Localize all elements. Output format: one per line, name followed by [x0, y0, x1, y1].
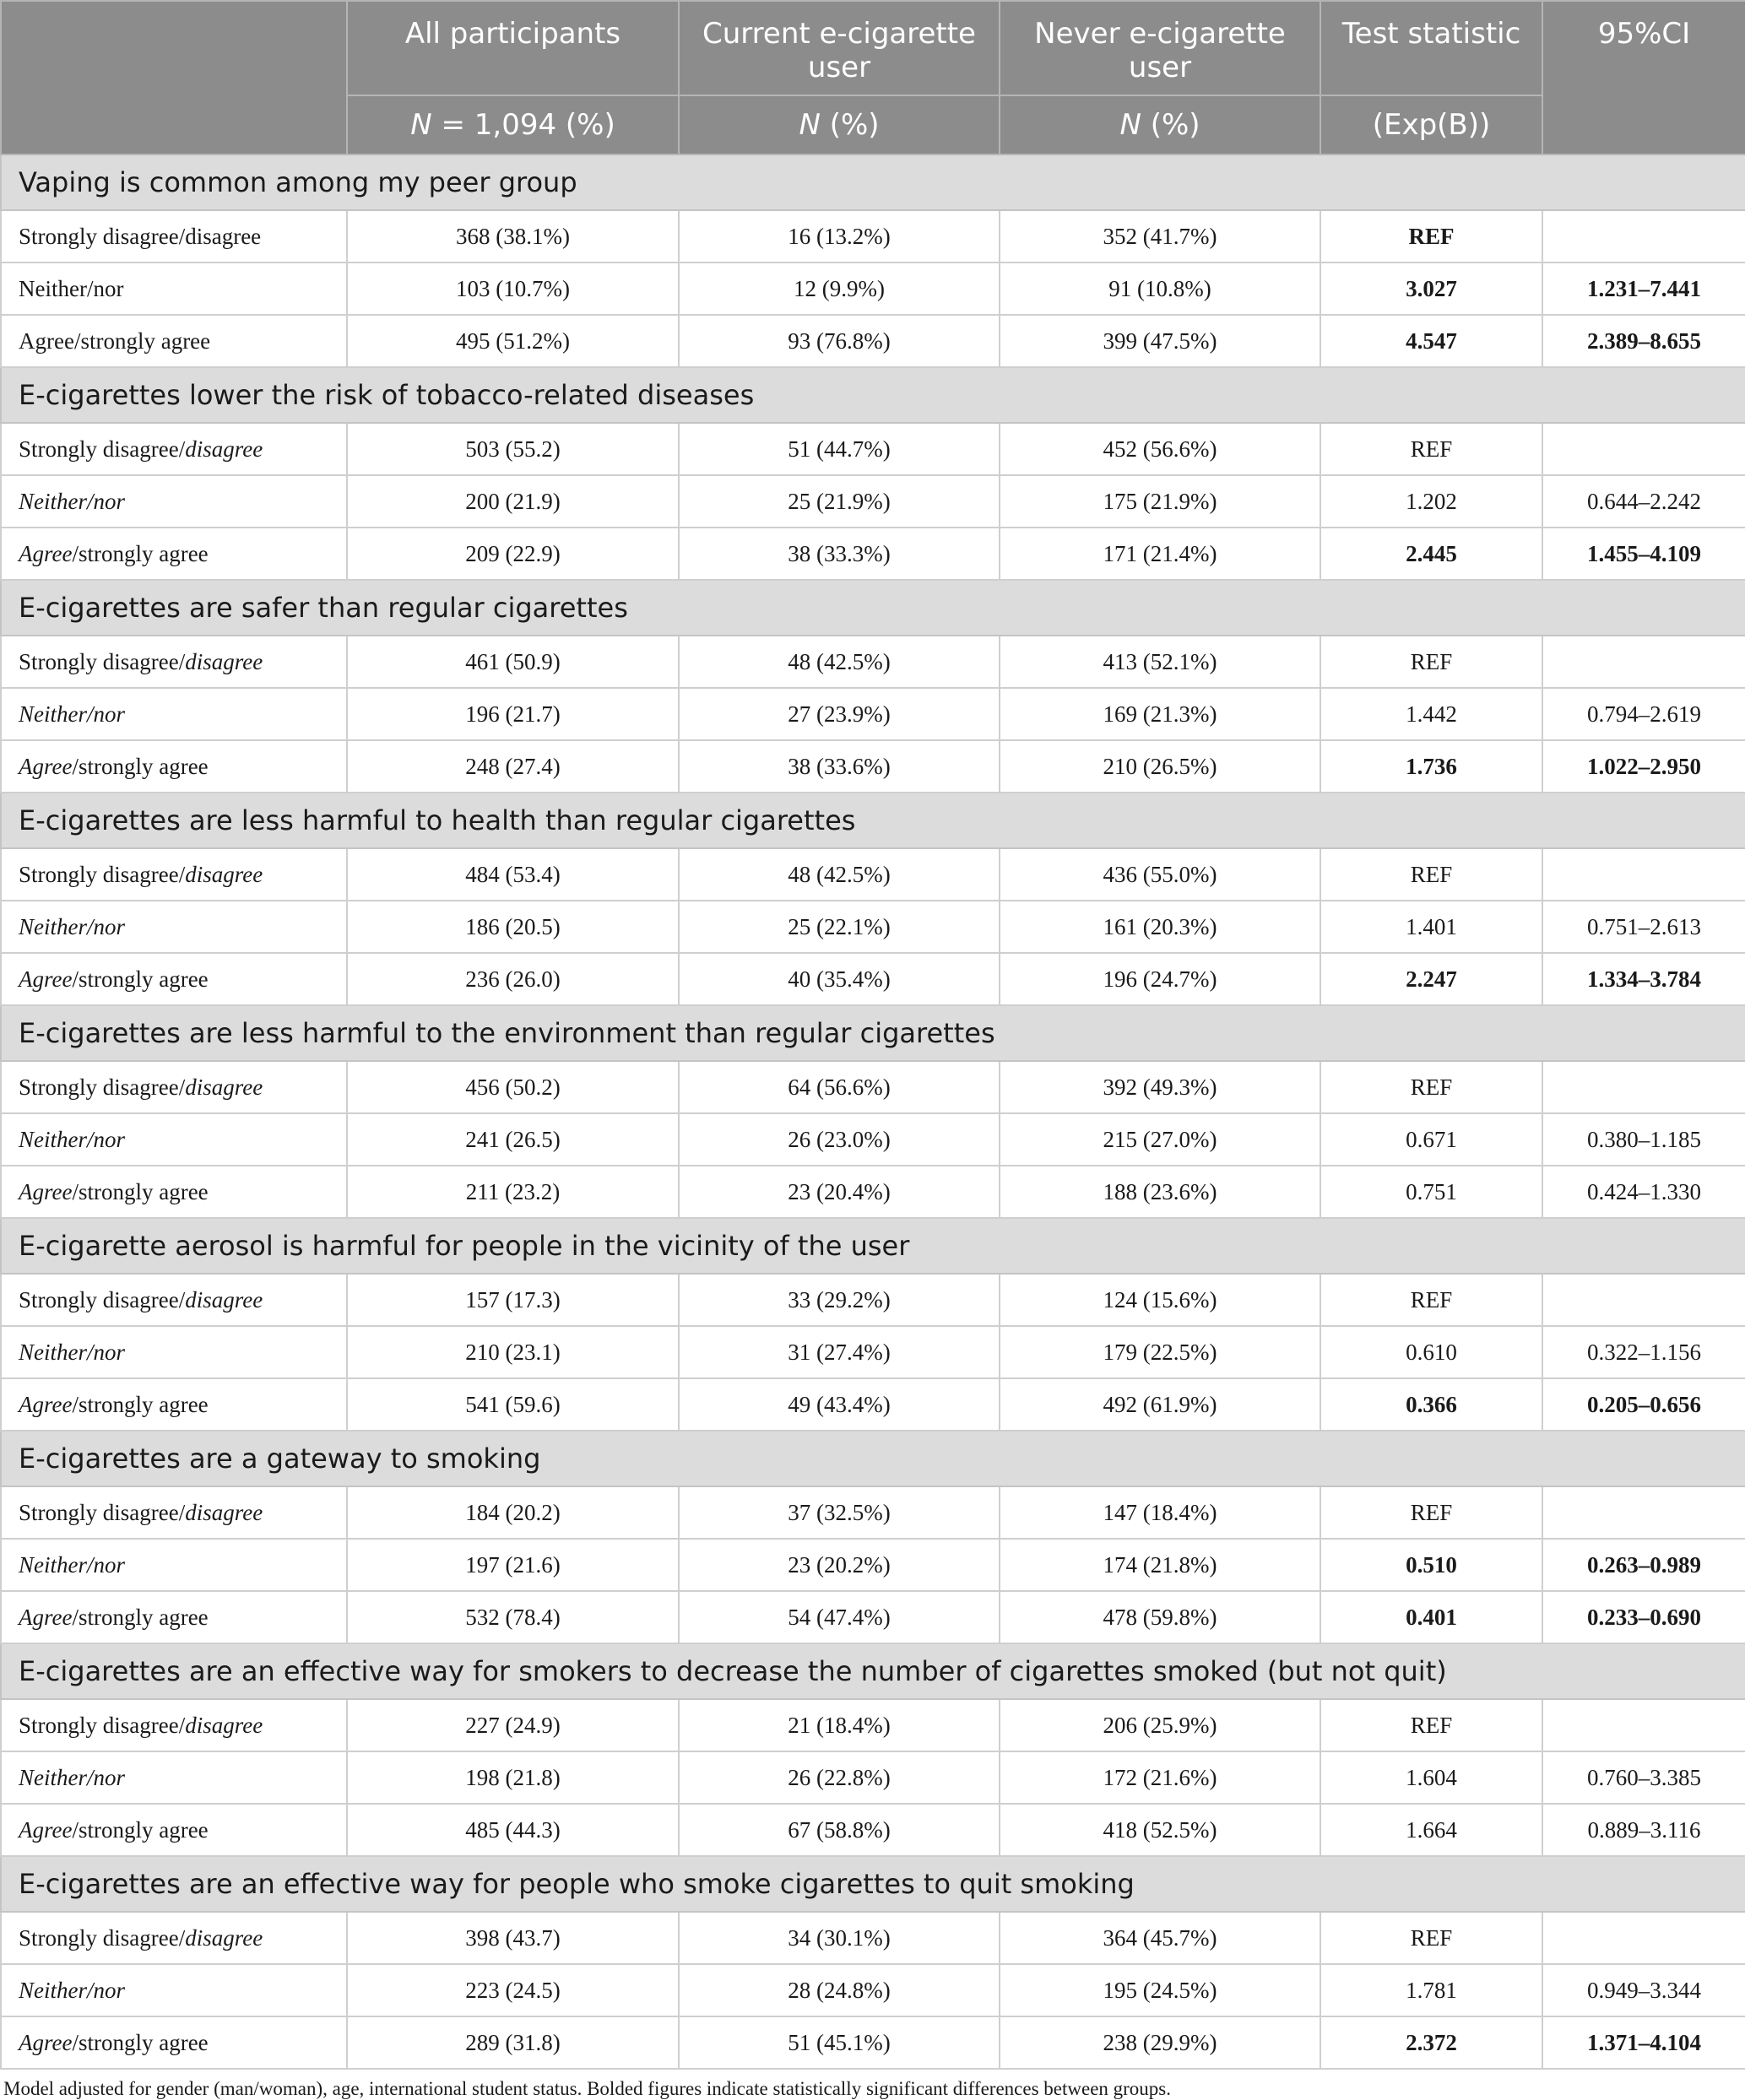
cell-ci [1542, 848, 1745, 901]
response-label [1, 262, 347, 315]
response-label [1, 1539, 347, 1591]
response-label-part: /strongly agree [72, 540, 209, 566]
section-row [1, 580, 1745, 636]
response-label-part: Agree/strongly agree [19, 327, 211, 354]
cell-current-user: 48 (42.5%) [679, 848, 1000, 901]
response-label-part: Neither/nor [19, 1126, 125, 1152]
cell-test-statistic: 1.442 [1320, 688, 1542, 740]
table-row [1, 740, 1745, 793]
cell-test-statistic: 1.202 [1320, 475, 1542, 528]
table-row [1, 1591, 1745, 1643]
cell-test-statistic: 2.445 [1320, 528, 1542, 580]
section-title: E-cigarettes are less harmful to the environment than regular cigarettes [1, 1005, 1745, 1061]
header-never-user: Never e-cigarette user [1000, 1, 1320, 95]
cell-never-user: 124 (15.6%) [1000, 1274, 1320, 1326]
section-row [1, 1643, 1745, 1699]
cell-current-user: 38 (33.6%) [679, 740, 1000, 793]
response-label-part: disagree [185, 1286, 263, 1312]
cell-test-statistic: REF [1320, 1699, 1542, 1751]
table-row [1, 1912, 1745, 1964]
cell-all-participants: 532 (78.4) [347, 1591, 679, 1643]
cell-all-participants: 196 (21.7) [347, 688, 679, 740]
table-row [1, 688, 1745, 740]
response-label [1, 636, 347, 688]
cell-never-user: 413 (52.1%) [1000, 636, 1320, 688]
table-body [1, 154, 1745, 2069]
table-row [1, 848, 1745, 901]
cell-all-participants: 211 (23.2) [347, 1166, 679, 1218]
response-label-part: Agree [19, 966, 73, 992]
response-label-part: disagree [185, 1499, 263, 1525]
cell-ci [1542, 1061, 1745, 1113]
cell-current-user: 54 (47.4%) [679, 1591, 1000, 1643]
section-row [1, 154, 1745, 210]
cell-ci: 0.751–2.613 [1542, 901, 1745, 953]
response-label [1, 210, 347, 262]
cell-ci [1542, 1274, 1745, 1326]
header-current-user: Current e-cigarette user [679, 1, 1000, 95]
cell-never-user: 206 (25.9%) [1000, 1699, 1320, 1751]
cell-never-user: 175 (21.9%) [1000, 475, 1320, 528]
cell-test-statistic: REF [1320, 848, 1542, 901]
cell-never-user: 172 (21.6%) [1000, 1751, 1320, 1804]
cell-all-participants: 198 (21.8) [347, 1751, 679, 1804]
cell-test-statistic: 1.401 [1320, 901, 1542, 953]
cell-current-user: 27 (23.9%) [679, 688, 1000, 740]
response-label [1, 1804, 347, 1856]
response-label [1, 1699, 347, 1751]
header-n-symbol: N [799, 108, 821, 142]
cell-never-user: 161 (20.3%) [1000, 901, 1320, 953]
header-n-symbol: N [410, 108, 432, 142]
cell-all-participants: 495 (51.2%) [347, 315, 679, 367]
section-title: E-cigarettes are an effective way for people who smoke cigarettes to quit smoking [1, 1856, 1745, 1912]
response-label-part: /strongly agree [72, 1391, 209, 1417]
response-label-part: Strongly disagree/ [19, 648, 186, 674]
section-row [1, 367, 1745, 423]
response-label-part: /strongly agree [72, 1816, 209, 1843]
cell-ci [1542, 1912, 1745, 1964]
cell-ci: 0.233–0.690 [1542, 1591, 1745, 1643]
cell-all-participants: 456 (50.2) [347, 1061, 679, 1113]
cell-ci [1542, 423, 1745, 475]
response-label [1, 901, 347, 953]
cell-test-statistic: 0.751 [1320, 1166, 1542, 1218]
section-title: E-cigarettes lower the risk of tobacco-related diseases [1, 367, 1745, 423]
cell-current-user: 25 (21.9%) [679, 475, 1000, 528]
cell-all-participants: 541 (59.6) [347, 1378, 679, 1431]
section-title: E-cigarettes are less harmful to health than regular cigarettes [1, 793, 1745, 848]
table-row [1, 475, 1745, 528]
table-row [1, 636, 1745, 688]
cell-test-statistic: REF [1320, 636, 1542, 688]
cell-test-statistic: 0.401 [1320, 1591, 1542, 1643]
cell-never-user: 195 (24.5%) [1000, 1964, 1320, 2016]
cell-current-user: 37 (32.5%) [679, 1486, 1000, 1539]
footnote: Model adjusted for gender (man/woman), age, international student status. Bolded figures indicate statistically significant differences between groups. [3, 2078, 1172, 2099]
response-label-part: disagree [185, 861, 263, 887]
table-row [1, 1166, 1745, 1218]
table-row [1, 1274, 1745, 1326]
response-label-part: Strongly disagree/ [19, 1074, 186, 1100]
table-row [1, 528, 1745, 580]
cell-current-user: 23 (20.2%) [679, 1539, 1000, 1591]
response-label-part: Strongly disagree/ [19, 1286, 186, 1312]
cell-current-user: 48 (42.5%) [679, 636, 1000, 688]
response-label [1, 1113, 347, 1166]
response-label-part: /strongly agree [72, 966, 209, 992]
cell-never-user: 392 (49.3%) [1000, 1061, 1320, 1113]
cell-test-statistic: REF [1320, 1912, 1542, 1964]
response-label-part: Neither/nor [19, 1977, 125, 2003]
response-label [1, 688, 347, 740]
cell-test-statistic: 0.610 [1320, 1326, 1542, 1378]
cell-test-statistic: 4.547 [1320, 315, 1542, 367]
cell-never-user: 91 (10.8%) [1000, 262, 1320, 315]
header-blank-cell [1, 1, 347, 154]
response-label-part: Strongly disagree/disagree [19, 223, 262, 249]
table-row [1, 1486, 1745, 1539]
cell-test-statistic: 0.510 [1320, 1539, 1542, 1591]
cell-all-participants: 103 (10.7%) [347, 262, 679, 315]
cell-all-participants: 210 (23.1) [347, 1326, 679, 1378]
cell-current-user: 51 (45.1%) [679, 2016, 1000, 2069]
table-row [1, 1061, 1745, 1113]
response-label-part: Agree [19, 540, 73, 566]
table-row [1, 2016, 1745, 2069]
section-title: Vaping is common among my peer group [1, 154, 1745, 210]
cell-test-statistic: REF [1320, 1061, 1542, 1113]
cell-never-user: 478 (59.8%) [1000, 1591, 1320, 1643]
cell-all-participants: 186 (20.5) [347, 901, 679, 953]
cell-test-statistic: 2.247 [1320, 953, 1542, 1005]
response-label [1, 1591, 347, 1643]
response-label-part: disagree [185, 436, 263, 462]
response-label [1, 1912, 347, 1964]
response-label-part: Agree [19, 1178, 73, 1204]
cell-ci: 0.794–2.619 [1542, 688, 1745, 740]
response-label-part: Neither/nor [19, 1764, 125, 1790]
cell-ci: 0.949–3.344 [1542, 1964, 1745, 2016]
response-label-part: /strongly agree [72, 2029, 209, 2055]
cell-never-user: 169 (21.3%) [1000, 688, 1320, 740]
response-label [1, 423, 347, 475]
response-label-part: Neither/nor [19, 701, 125, 727]
cell-ci: 0.760–3.385 [1542, 1751, 1745, 1804]
response-label-part: disagree [185, 648, 263, 674]
cell-all-participants: 236 (26.0) [347, 953, 679, 1005]
cell-never-user: 215 (27.0%) [1000, 1113, 1320, 1166]
cell-current-user: 67 (58.8%) [679, 1804, 1000, 1856]
response-label-part: Agree [19, 2029, 73, 2055]
table-row [1, 1751, 1745, 1804]
response-label [1, 1964, 347, 2016]
table-row [1, 1378, 1745, 1431]
cell-current-user: 12 (9.9%) [679, 262, 1000, 315]
cell-never-user: 171 (21.4%) [1000, 528, 1320, 580]
cell-ci: 0.263–0.989 [1542, 1539, 1745, 1591]
cell-test-statistic: 1.736 [1320, 740, 1542, 793]
cell-test-statistic: 0.671 [1320, 1113, 1542, 1166]
response-label-part: Agree [19, 1816, 73, 1843]
cell-never-user: 492 (61.9%) [1000, 1378, 1320, 1431]
cell-ci: 0.889–3.116 [1542, 1804, 1745, 1856]
response-label [1, 1486, 347, 1539]
cell-ci: 1.334–3.784 [1542, 953, 1745, 1005]
response-label [1, 740, 347, 793]
table-row [1, 423, 1745, 475]
header-all-participants: All participants [347, 1, 679, 95]
cell-current-user: 51 (44.7%) [679, 423, 1000, 475]
response-label-part: Neither/nor [19, 275, 124, 301]
table-row [1, 1113, 1745, 1166]
cell-never-user: 188 (23.6%) [1000, 1166, 1320, 1218]
section-row [1, 1431, 1745, 1486]
cell-test-statistic: 3.027 [1320, 262, 1542, 315]
cell-current-user: 21 (18.4%) [679, 1699, 1000, 1751]
response-label-part: Neither/nor [19, 913, 125, 939]
cell-all-participants: 200 (21.9) [347, 475, 679, 528]
cell-ci: 0.322–1.156 [1542, 1326, 1745, 1378]
section-row [1, 1005, 1745, 1061]
section-row [1, 1856, 1745, 1912]
section-row [1, 793, 1745, 848]
cell-test-statistic: REF [1320, 210, 1542, 262]
response-label-part: disagree [185, 1712, 263, 1738]
response-label [1, 1274, 347, 1326]
header-n-symbol: N [1119, 108, 1141, 142]
cell-ci: 1.455–4.109 [1542, 528, 1745, 580]
cell-never-user: 418 (52.5%) [1000, 1804, 1320, 1856]
cell-test-statistic: REF [1320, 1274, 1542, 1326]
response-label [1, 1166, 347, 1218]
response-label [1, 475, 347, 528]
cell-current-user: 28 (24.8%) [679, 1964, 1000, 2016]
response-label-part: Neither/nor [19, 1551, 125, 1578]
cell-ci [1542, 1486, 1745, 1539]
table-row [1, 953, 1745, 1005]
table-row [1, 315, 1745, 367]
cell-all-participants: 289 (31.8) [347, 2016, 679, 2069]
response-label-part: Agree [19, 753, 73, 779]
cell-test-statistic: 1.604 [1320, 1751, 1542, 1804]
response-label-part: Neither/nor [19, 1339, 125, 1365]
response-label-part: Neither/nor [19, 488, 125, 514]
cell-current-user: 31 (27.4%) [679, 1326, 1000, 1378]
cell-ci: 1.371–4.104 [1542, 2016, 1745, 2069]
response-label [1, 528, 347, 580]
response-label-part: /strongly agree [72, 1604, 209, 1630]
table-row [1, 901, 1745, 953]
cell-ci: 1.022–2.950 [1542, 740, 1745, 793]
response-label [1, 1061, 347, 1113]
cell-ci [1542, 210, 1745, 262]
cell-all-participants: 461 (50.9) [347, 636, 679, 688]
cell-current-user: 40 (35.4%) [679, 953, 1000, 1005]
cell-all-participants: 223 (24.5) [347, 1964, 679, 2016]
cell-test-statistic: 1.664 [1320, 1804, 1542, 1856]
response-label [1, 1378, 347, 1431]
response-label-part: Agree [19, 1391, 73, 1417]
cell-never-user: 147 (18.4%) [1000, 1486, 1320, 1539]
section-row [1, 1218, 1745, 1274]
response-label-part: disagree [185, 1924, 263, 1951]
table-row [1, 1539, 1745, 1591]
header-exp-b: (Exp(B)) [1320, 95, 1542, 154]
cell-all-participants: 368 (38.1%) [347, 210, 679, 262]
header-test-statistic: Test statistic [1320, 1, 1542, 95]
header-n-text: = 1,094 (%) [431, 108, 615, 142]
cell-ci [1542, 1699, 1745, 1751]
cell-ci: 0.380–1.185 [1542, 1113, 1745, 1166]
cell-all-participants: 241 (26.5) [347, 1113, 679, 1166]
cell-test-statistic: REF [1320, 423, 1542, 475]
cell-current-user: 23 (20.4%) [679, 1166, 1000, 1218]
cell-test-statistic: 1.781 [1320, 1964, 1542, 2016]
cell-all-participants: 157 (17.3) [347, 1274, 679, 1326]
response-label [1, 2016, 347, 2069]
cell-ci: 0.424–1.330 [1542, 1166, 1745, 1218]
cell-all-participants: 484 (53.4) [347, 848, 679, 901]
cell-test-statistic: REF [1320, 1486, 1542, 1539]
header-n-text: (%) [1141, 108, 1200, 142]
cell-ci [1542, 636, 1745, 688]
header-all-participants-n [347, 95, 679, 154]
table-row [1, 262, 1745, 315]
cell-current-user: 33 (29.2%) [679, 1274, 1000, 1326]
section-title: E-cigarettes are an effective way for smokers to decrease the number of cigarettes smoked (but not quit) [1, 1643, 1745, 1699]
cell-never-user: 452 (56.6%) [1000, 423, 1320, 475]
cell-never-user: 174 (21.8%) [1000, 1539, 1320, 1591]
header-current-user-n [679, 95, 1000, 154]
response-label-part: Agree [19, 1604, 73, 1630]
response-label-part: Strongly disagree/ [19, 1712, 186, 1738]
response-label [1, 1751, 347, 1804]
cell-ci: 0.205–0.656 [1542, 1378, 1745, 1431]
cell-ci: 1.231–7.441 [1542, 262, 1745, 315]
header-never-user-n [1000, 95, 1320, 154]
cell-current-user: 26 (23.0%) [679, 1113, 1000, 1166]
cell-all-participants: 503 (55.2) [347, 423, 679, 475]
cell-never-user: 179 (22.5%) [1000, 1326, 1320, 1378]
table-row [1, 1964, 1745, 2016]
response-label-part: /strongly agree [72, 753, 209, 779]
cell-test-statistic: 0.366 [1320, 1378, 1542, 1431]
cell-never-user: 364 (45.7%) [1000, 1912, 1320, 1964]
cell-all-participants: 485 (44.3) [347, 1804, 679, 1856]
cell-all-participants: 248 (27.4) [347, 740, 679, 793]
response-label-part: Strongly disagree/ [19, 436, 186, 462]
cell-all-participants: 184 (20.2) [347, 1486, 679, 1539]
cell-all-participants: 398 (43.7) [347, 1912, 679, 1964]
cell-never-user: 436 (55.0%) [1000, 848, 1320, 901]
table-row [1, 210, 1745, 262]
cell-never-user: 210 (26.5%) [1000, 740, 1320, 793]
cell-never-user: 352 (41.7%) [1000, 210, 1320, 262]
header-n-text: (%) [820, 108, 880, 142]
cell-never-user: 399 (47.5%) [1000, 315, 1320, 367]
response-label-part: /strongly agree [72, 1178, 209, 1204]
cell-current-user: 93 (76.8%) [679, 315, 1000, 367]
cell-test-statistic: 2.372 [1320, 2016, 1542, 2069]
header-ci: 95%CI [1542, 1, 1745, 154]
cell-current-user: 38 (33.3%) [679, 528, 1000, 580]
cell-all-participants: 227 (24.9) [347, 1699, 679, 1751]
cell-current-user: 16 (13.2%) [679, 210, 1000, 262]
cell-ci: 2.389–8.655 [1542, 315, 1745, 367]
section-title: E-cigarettes are safer than regular cigarettes [1, 580, 1745, 636]
response-label [1, 848, 347, 901]
cell-current-user: 49 (43.4%) [679, 1378, 1000, 1431]
cell-all-participants: 209 (22.9) [347, 528, 679, 580]
response-label [1, 953, 347, 1005]
response-label [1, 1326, 347, 1378]
cell-never-user: 196 (24.7%) [1000, 953, 1320, 1005]
response-label-part: Strongly disagree/ [19, 861, 186, 887]
cell-ci: 0.644–2.242 [1542, 475, 1745, 528]
section-title: E-cigarettes are a gateway to smoking [1, 1431, 1745, 1486]
response-label-part: Strongly disagree/ [19, 1499, 186, 1525]
cell-current-user: 64 (56.6%) [679, 1061, 1000, 1113]
response-label [1, 315, 347, 367]
cell-never-user: 238 (29.9%) [1000, 2016, 1320, 2069]
table-row [1, 1699, 1745, 1751]
table-row [1, 1326, 1745, 1378]
table-row [1, 1804, 1745, 1856]
section-title: E-cigarette aerosol is harmful for people in the vicinity of the user [1, 1218, 1745, 1274]
cell-current-user: 26 (22.8%) [679, 1751, 1000, 1804]
response-label-part: disagree [185, 1074, 263, 1100]
cell-all-participants: 197 (21.6) [347, 1539, 679, 1591]
cell-current-user: 34 (30.1%) [679, 1912, 1000, 1964]
cell-current-user: 25 (22.1%) [679, 901, 1000, 953]
response-label-part: Strongly disagree/ [19, 1924, 186, 1951]
